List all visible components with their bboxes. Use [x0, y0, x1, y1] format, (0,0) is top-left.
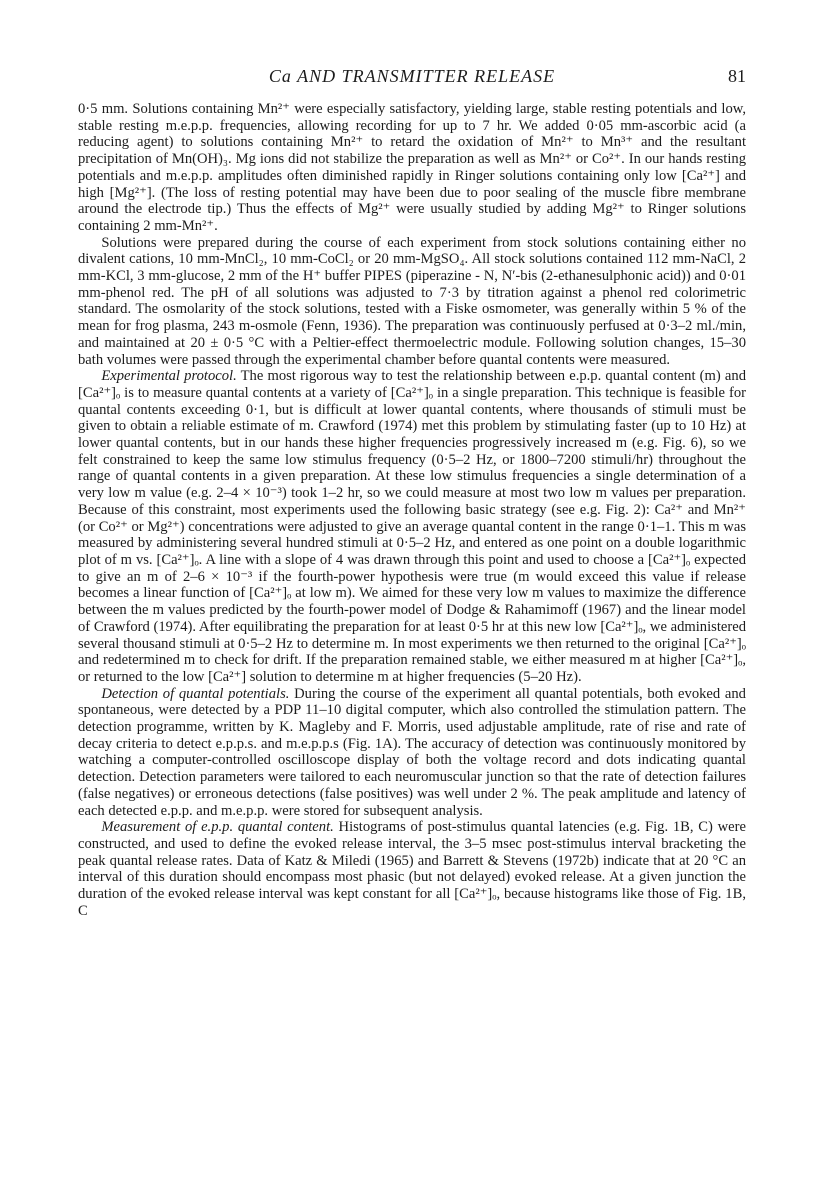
- paragraph-text: Solutions were prepared during the course of each experiment from stock solutions containing either no divalent cations, 10 mm-MnCl₂, 10 mm-CoCl₂ or 20 mm-MgSO₄. All stock solutions contained 112 mm-NaCl, 2 mm-KCl, 3 mm-glucose, 2 mm of the H⁺ buffer PIPES (piperazine - N, N′-bis (2-ethanesulphonic acid)) and 0·01 mm-phenol red. The pH of all solutions was adjusted to 7·3 by titration against a phenol red colorimetric standard. The osmolarity of the stock solutions, tested with a Fiske osmometer, was generally within 5 % of the mean for frog plasma, 243 m-osmole (Fenn, 1936). The preparation was continuously perfused at 0·3–2 ml./min, and maintained at 20 ± 0·5 °C with a Peltier-effect thermoelectric module. Following solution changes, 15–30 bath volumes were passed through the experimental chamber before quantal contents were measured.: [78, 234, 746, 368]
- body-text: [78, 101, 746, 919]
- paragraph-quantal-content: [78, 819, 746, 919]
- paragraph-text: During the course of the experiment all quantal potentials, both evoked and spontaneous, were detected by a PDP 11–10 digital computer, which also controlled the stimulation pattern. The detection programme, written by K. Magleby and F. Morris, used adjustable amplitude, rate of rise and rate of decay criteria to detect e.p.p.s. and m.e.p.p.s (Fig. 1A). The accuracy of detection was continuously monitored by watching a computer-controlled oscilloscope display of both the voltage record and dots indicating quantal detection. Detection parameters were tailored to each neuromuscular junction so that the rate of detection failures (false negatives) or erroneous detections (false positives) was well under 2 %. The peak amplitude and latency of each detected e.p.p. and m.e.p.p. were stored for subsequent analysis.: [78, 685, 746, 819]
- paragraph-text: 0·5 mm. Solutions containing Mn²⁺ were especially satisfactory, yielding large, stable resting potentials and low, stable resting m.e.p.p. frequencies, allowing recording for up to 7 hr. We added 0·05 mm-ascorbic acid (a reducing agent) to solutions containing Mn²⁺ to retard the oxidation of Mn²⁺ to Mn³⁺ and the resultant precipitation of Mn(OH)₃. Mg ions did not stabilize the preparation as well as Mn²⁺ or Co²⁺. In our hands resting potentials and m.e.p.p. amplitudes often diminished rapidly in Ringer solutions containing only low [Ca²⁺] and high [Mg²⁺]. (The loss of resting potential may have been due to poor sealing of the muscle fibre membrane around the electrode tip.) Thus the effects of Mg²⁺ were usually studied by adding Mg²⁺ to Ringer solutions containing 2 mm-Mn²⁺.: [78, 101, 746, 234]
- paragraph-experimental-protocol: [78, 368, 746, 685]
- section-heading: Experimental protocol.: [101, 368, 237, 385]
- section-heading: Measurement of e.p.p. quantal content.: [101, 819, 334, 836]
- paragraph-text: The most rigorous way to test the relationship between e.p.p. quantal content (m) and [Ca²⁺]ₒ is to measure quantal contents at a variety of [Ca²⁺]ₒ in a single preparation. This technique is feasible for quantal contents exceeding 0·1, but is difficult at lower quantal contents, where thousands of stimuli must be given to obtain a reliable estimate of m. Crawford (1974) met this problem by stimulating faster (up to 10 Hz) at lower quantal contents, but in our hands these higher frequencies progressively increased m (e.g. Fig. 6), so we felt constrained to keep the same low stimulus frequency (0·5–2 Hz, or 1800–7200 stimuli/hr) throughout the range of quantal contents in a given preparation. At these low stimulus frequencies a single determination of a very low m value (e.g. 2–4 × 10⁻³) took 1–2 hr, so we could measure at most two low m values per preparation. Because of this constraint, most experiments used the following basic strategy (see e.g. Fig. 2): Ca²⁺ and Mn²⁺ (or Co²⁺ or Mg²⁺) concentrations were adjusted to give an average quantal content in the range 0·1–1. This m was measured by administering several hundred stimuli at 0·5–2 Hz, and entered as one point on a double logarithmic plot of m vs. [Ca²⁺]ₒ. A line with a slope of 4 was drawn through this point and used to choose a [Ca²⁺]ₒ expected to give an m of 2–6 × 10⁻³ if the fourth-power hypothesis were true (m would exceed this value if release becomes a linear function of [Ca²⁺]ₒ at low m). We aimed for these very low m values to maximize the difference between the m values predicted by the fourth-power model of Dodge & Rahamimoff (1967) and the linear model of Crawford (1974). After equilibrating the preparation for at least 0·5 hr at this new low [Ca²⁺]ₒ, we administered several thousand stimuli at 0·5–2 Hz to determine m. In most experiments we then returned to the original [Ca²⁺]ₒ and redetermined m to check for drift. If the preparation remained stable, we either measured m at higher [Ca²⁺]ₒ, or returned to the low [Ca²⁺] solution to determine m at higher frequencies (5–20 Hz).: [78, 368, 746, 685]
- paragraph-text: Histograms of post-stimulus quantal latencies (e.g. Fig. 1B, C) were constructed, and used to define the evoked release interval, the 3–5 msec post-stimulus interval bracketing the peak quantal release rates. Data of Katz & Miledi (1965) and Barrett & Stevens (1972b) indicate that at 20 °C an interval of this duration should encompass most phasic (but not delayed) evoked release. At a given junction the duration of the evoked release interval was kept constant for all [Ca²⁺]ₒ, because histograms like those of Fig. 1B, C: [78, 819, 746, 919]
- paragraph-detection: [78, 686, 746, 820]
- section-heading: Detection of quantal potentials.: [101, 685, 290, 702]
- running-header: [78, 66, 746, 92]
- paragraph-resting-solutions: [78, 101, 746, 235]
- paragraph-stock-solutions: [78, 235, 746, 369]
- page-number: 81: [728, 66, 746, 86]
- running-title: Ca AND TRANSMITTER RELEASE: [268, 66, 556, 86]
